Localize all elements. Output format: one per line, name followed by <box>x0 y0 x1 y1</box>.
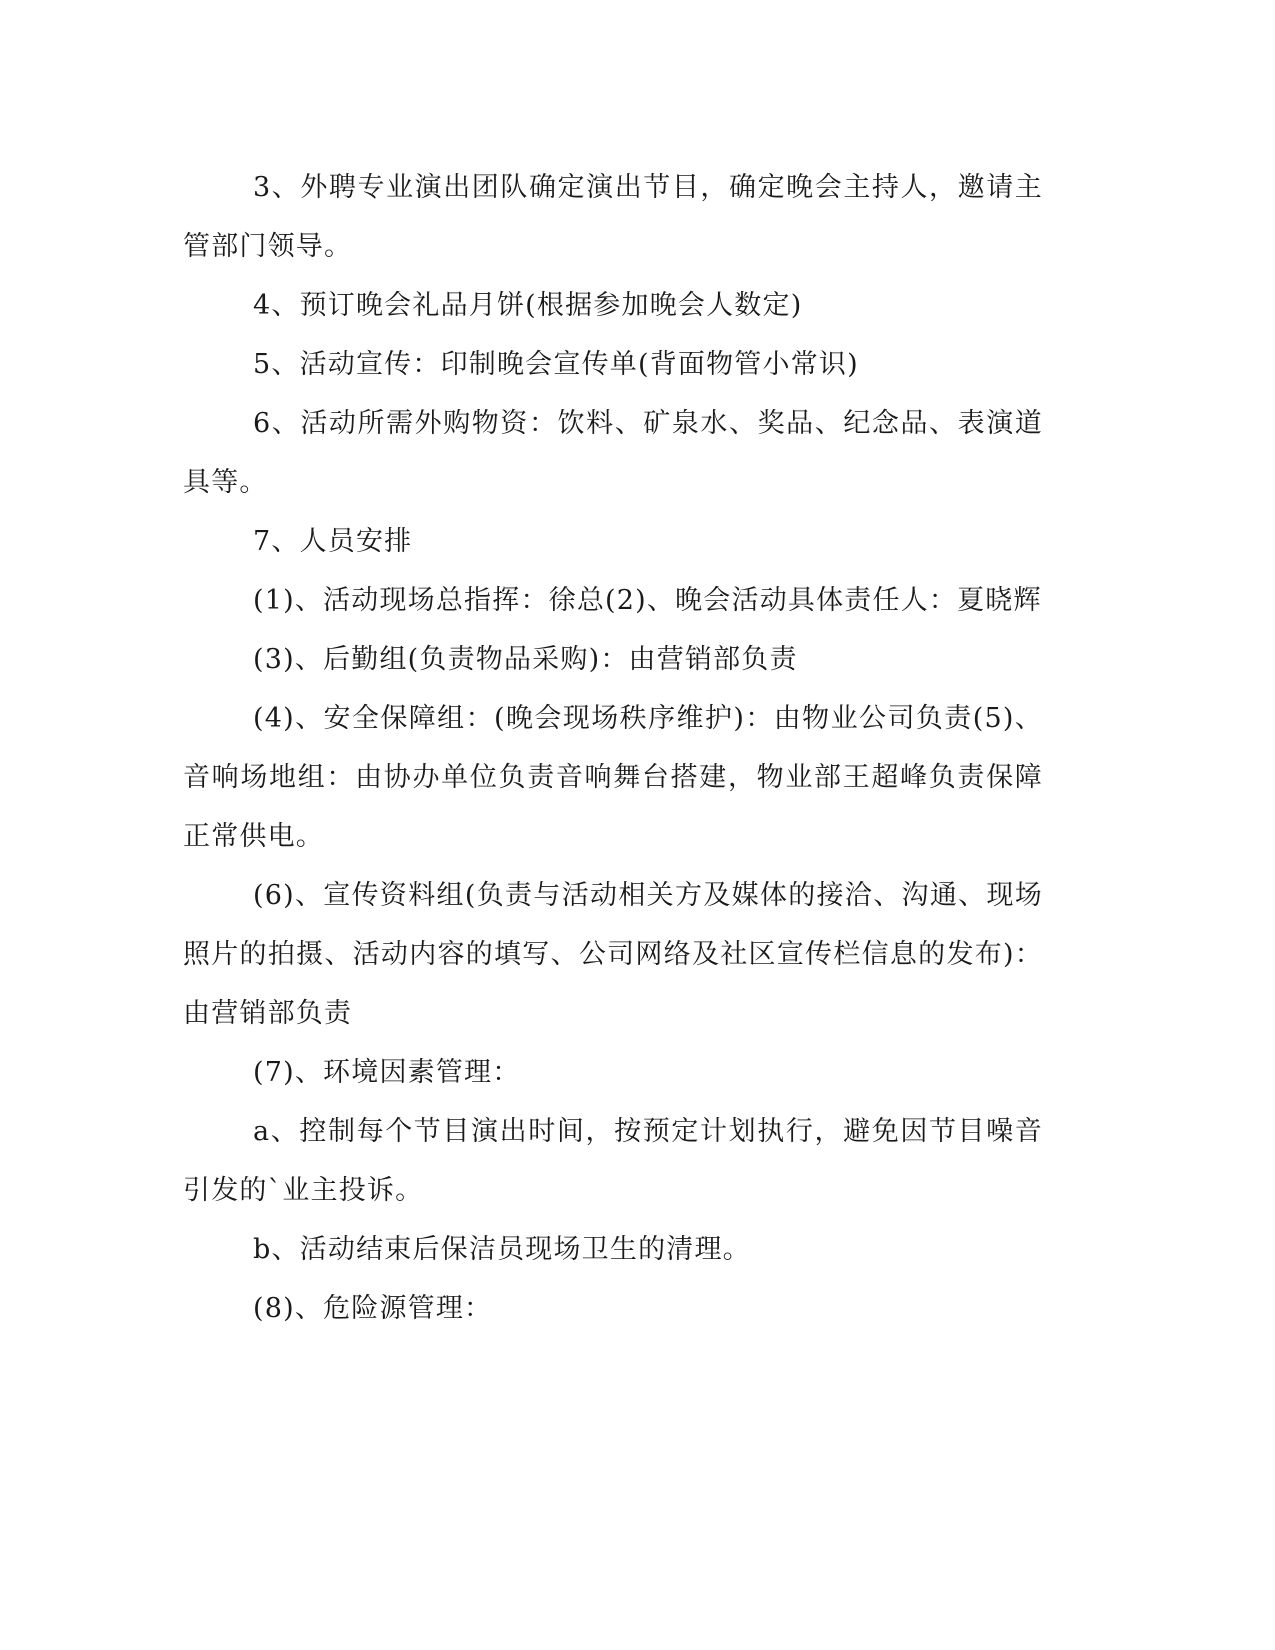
paragraph-environment-heading: (7)、环境因素管理： <box>253 1057 521 1088</box>
document-body <box>183 158 1043 1338</box>
paragraph-noise-control: a、控制每个节目演出时间，按预定计划执行，避免因节目噪音引发的`业主投诉。 <box>183 1116 1043 1206</box>
paragraph-publicity-team: (6)、宣传资料组(负责与活动相关方及媒体的接洽、沟通、现场照片的拍摄、活动内容的填写、公司网络及社区宣传栏信息的发布)：由营销部负责 <box>183 880 1043 1029</box>
paragraph-staffing-heading: 7、人员安排 <box>253 526 413 557</box>
paragraph-security: (4)、安全保障组：(晚会现场秩序维护)：由物业公司负责(5)、音响场地组：由协办单位负责音响舞台搭建，物业部王超峰负责保障正常供电。 <box>183 703 1043 852</box>
paragraph-logistics: (3)、后勤组(负责物品采购)：由营销部负责 <box>253 644 798 675</box>
paragraph-supplies: 6、活动所需外购物资：饮料、矿泉水、奖品、纪念品、表演道具等。 <box>183 408 1043 498</box>
paragraph-performance-team: 3、外聘专业演出团队确定演出节目，确定晚会主持人，邀请主管部门领导。 <box>183 172 1043 262</box>
paragraph-publicity: 5、活动宣传：印制晚会宣传单(背面物管小常识) <box>253 349 859 380</box>
paragraph-mooncake-gifts: 4、预订晚会礼品月饼(根据参加晚会人数定) <box>253 290 803 321</box>
paragraph-cleanup: b、活动结束后保洁员现场卫生的清理。 <box>253 1234 751 1265</box>
paragraph-hazard-heading: (8)、危险源管理： <box>253 1293 493 1324</box>
paragraph-commander: (1)、活动现场总指挥：徐总(2)、晚会活动具体责任人：夏晓辉 <box>253 585 1042 616</box>
